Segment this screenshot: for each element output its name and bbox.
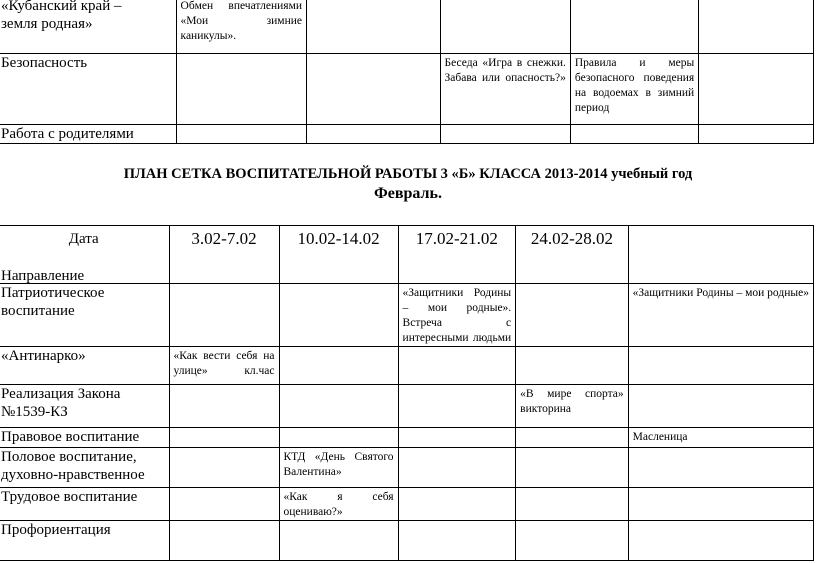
- plan-cell: [279, 347, 398, 385]
- plan-cell: [169, 428, 279, 448]
- plan-cell: [176, 0, 306, 54]
- date-label: Дата: [68, 231, 99, 247]
- plan-cell: [398, 448, 516, 488]
- plan-cell: [169, 488, 279, 521]
- table-row: [0, 125, 814, 144]
- activity-text: Масленица: [632, 431, 688, 443]
- direction-line: Патриотическое: [1, 285, 105, 301]
- plan-cell: [307, 0, 441, 54]
- activity-text: «Защитники Родины – мои родные». Встреча с интересными людьми: [402, 287, 512, 344]
- direction-line: Трудовое воспитание: [1, 489, 138, 505]
- direction-line: духовно-нравственное: [1, 467, 145, 483]
- direction-label: Направление: [1, 268, 85, 284]
- direction-cell: [0, 385, 169, 428]
- plan-cell: [398, 521, 516, 561]
- direction-line: Профориентация: [1, 522, 111, 538]
- plan-cell: [398, 347, 516, 385]
- activity-text: Беседа «Игра в снежки. Забава или опасность?»: [444, 57, 566, 84]
- plan-cell: [628, 448, 813, 488]
- direction-cell: [0, 521, 169, 561]
- table-row: [0, 521, 814, 561]
- plan-cell: [570, 0, 698, 54]
- week-header: 24.02-28.02: [516, 226, 628, 284]
- activity-text: Правила и меры безопасного поведения на водоемах в зимний период: [574, 57, 695, 114]
- plan-cell: [279, 521, 398, 561]
- direction-cell: [0, 0, 176, 54]
- direction-cell: [0, 428, 169, 448]
- direction-cell: [0, 284, 169, 347]
- direction-line: воспитание: [1, 303, 75, 319]
- plan-cell: [516, 448, 628, 488]
- plan-cell: [699, 54, 814, 125]
- plan-cell: [516, 428, 628, 448]
- plan-cell: [628, 347, 813, 385]
- direction-line: земля родная»: [1, 16, 93, 32]
- week-header: 17.02-21.02: [398, 226, 516, 284]
- plan-cell: [279, 448, 398, 488]
- plan-cell: [279, 385, 398, 428]
- plan-cell: [176, 54, 306, 125]
- direction-cell: [0, 448, 169, 488]
- table-row: [0, 347, 814, 385]
- direction-line: Работа с родителями: [1, 126, 134, 142]
- plan-cell: [169, 448, 279, 488]
- plan-cell: [628, 428, 813, 448]
- table-row: [0, 488, 814, 521]
- plan-cell: [440, 0, 570, 54]
- activity-text: Обмен впечатлениями «Мои зимние каникулы».: [180, 0, 302, 42]
- direction-line: Правовое воспитание: [1, 429, 140, 445]
- week-header: [628, 226, 813, 284]
- plan-cell: [516, 347, 628, 385]
- direction-line: «Кубанский край –: [1, 0, 122, 14]
- plan-cell: [169, 347, 279, 385]
- direction-cell: [0, 54, 176, 125]
- plan-cell: [699, 125, 814, 144]
- plan-title: ПЛАН СЕТКА ВОСПИТАТЕЛЬНОЙ РАБОТЫ 3 «Б» КЛАССА 2013-2014 учебный год: [123, 166, 693, 182]
- direction-cell: [0, 125, 176, 144]
- plan-cell: [169, 385, 279, 428]
- direction-cell: [0, 488, 169, 521]
- table-row: [0, 0, 814, 54]
- activity-text: КТД «День Святого Валентина»: [283, 451, 394, 478]
- direction-line: Реализация Закона: [1, 386, 121, 402]
- plan-cell: [628, 521, 813, 561]
- plan-cell: [307, 125, 441, 144]
- top-plan-table: [0, 0, 814, 144]
- week-header: 10.02-14.02: [279, 226, 398, 284]
- table-row: [0, 428, 814, 448]
- plan-cell: [516, 521, 628, 561]
- activity-text: «Как вести себя на улице» кл.час: [173, 350, 275, 377]
- activity-text: «Как я себя оцениваю?»: [283, 491, 394, 518]
- plan-cell: [628, 488, 813, 521]
- month-title: Февраль.: [374, 185, 442, 202]
- plan-cell: [516, 488, 628, 521]
- plan-cell: [307, 54, 441, 125]
- direction-line: №1539-КЗ: [1, 404, 68, 420]
- plan-cell: [570, 125, 698, 144]
- plan-cell: [398, 284, 516, 347]
- direction-cell: [0, 347, 169, 385]
- plan-cell: [516, 284, 628, 347]
- date-direction-header: [0, 226, 169, 284]
- activity-text: «В мире спорта» викторина: [520, 388, 624, 415]
- plan-cell: [440, 54, 570, 125]
- table-row: [0, 284, 814, 347]
- plan-cell: [440, 125, 570, 144]
- direction-line: Половое воспитание,: [1, 449, 137, 465]
- plan-cell: [398, 488, 516, 521]
- table-row: [0, 385, 814, 428]
- header-row: [0, 226, 814, 284]
- plan-cell: [398, 428, 516, 448]
- plan-cell: [398, 385, 516, 428]
- plan-cell: [628, 385, 813, 428]
- plan-cell: [699, 0, 814, 54]
- table-row: [0, 448, 814, 488]
- plan-cell: [570, 54, 698, 125]
- direction-line: Безопасность: [1, 55, 88, 71]
- plan-cell: [169, 521, 279, 561]
- february-plan-table: [0, 225, 814, 561]
- plan-cell: [279, 428, 398, 448]
- plan-cell: [516, 385, 628, 428]
- activity-text: «Защитники Родины – мои родные»: [632, 287, 809, 299]
- direction-line: «Антинарко»: [1, 348, 86, 364]
- plan-cell: [279, 488, 398, 521]
- table-row: [0, 54, 814, 125]
- plan-cell: [176, 125, 306, 144]
- plan-cell: [628, 284, 813, 347]
- plan-cell: [279, 284, 398, 347]
- plan-cell: [169, 284, 279, 347]
- week-header: 3.02-7.02: [169, 226, 279, 284]
